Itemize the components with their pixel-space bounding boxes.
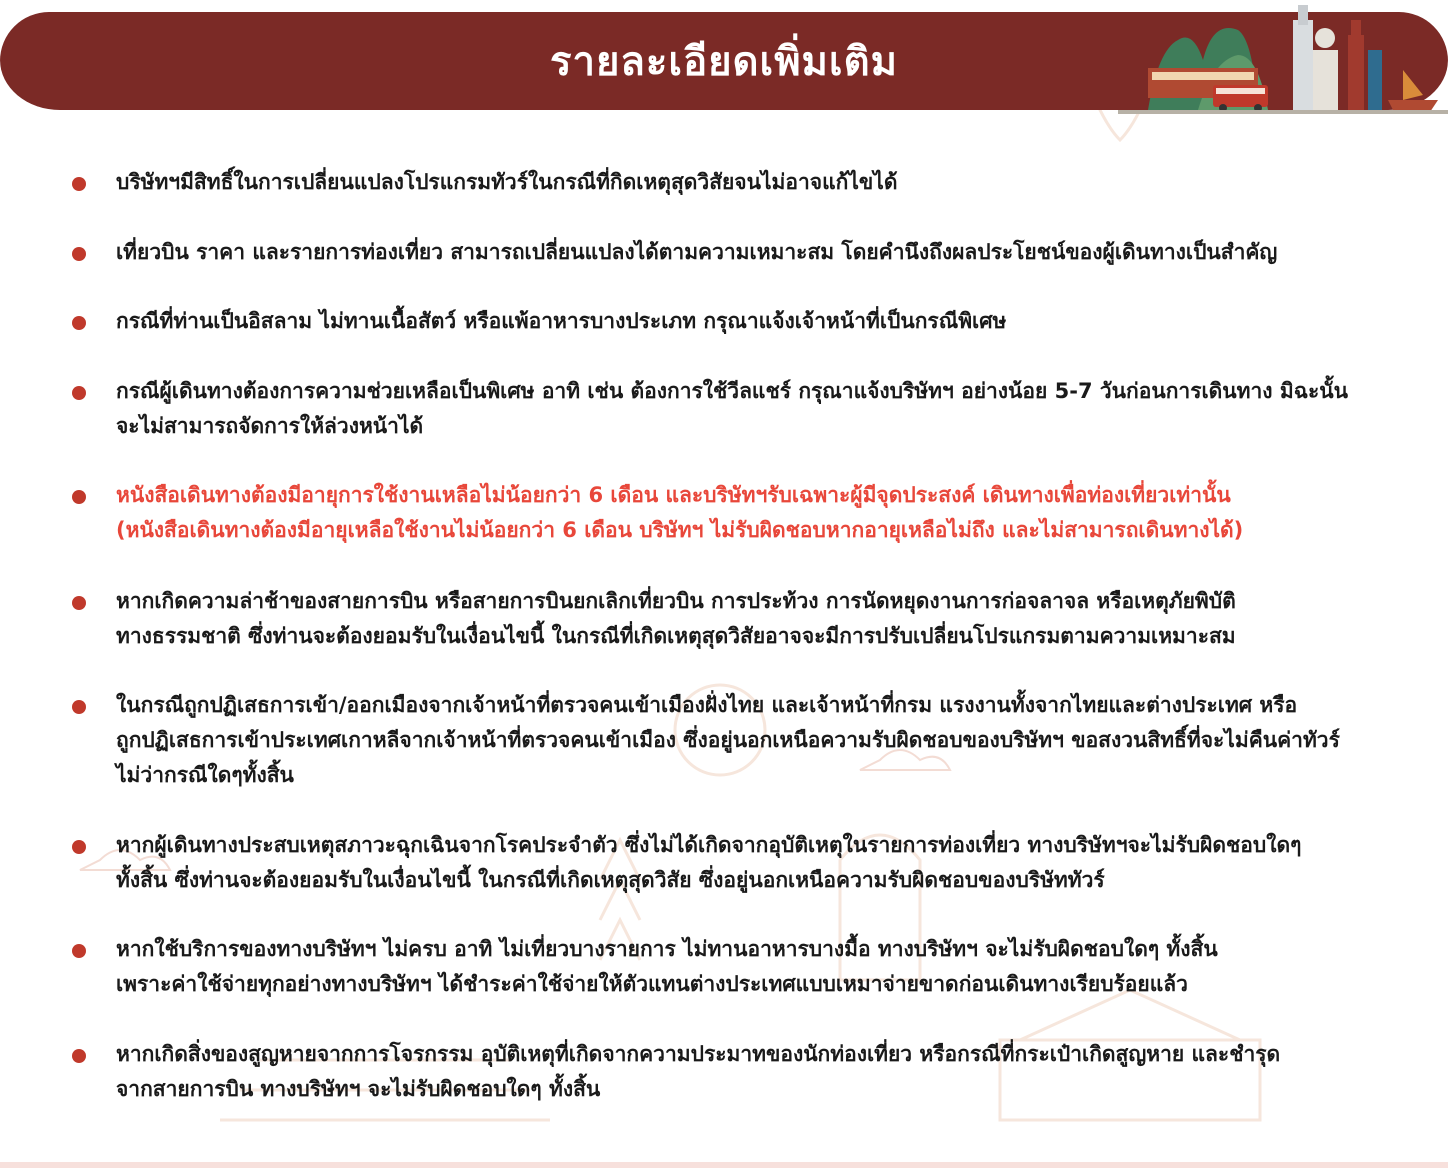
bullet-icon [72, 700, 86, 714]
bullet-icon [72, 177, 86, 191]
item-text: หากเกิดความล่าช้าของสายการบิน หรือสายการบินยกเลิกเที่ยวบิน การประท้วง การนัดหยุดงานการก่อจลาจล หรือเหตุภัยพิบัติ ทางธรรมชาติ ซึ่งท่านจะต้องยอมรับในเงื่อนไขนี้ ในกรณีที่เกิดเหตุสุดวิสัยอาจจะมีการปรับเปลี่ยนโปรแกรมตามความเหมาะสม [116, 589, 1236, 648]
item-text: หากใช้บริการของทางบริษัทฯ ไม่ครบ อาทิ ไม่เที่ยวบางรายการ ไม่ทานอาหารบางมื้อ ทางบริษัทฯ จะไม่รับผิดชอบใดๆ ทั้งสิ้น เพราะค่าใช้จ่ายทุกอย่างทางบริษัทฯ ได้ชำระค่าใช้จ่ายให้ตัวแทนต่างประเทศแบบเหมาจ่ายขาดก่อนเดินทางเรียบร้อยแล้ว [116, 937, 1218, 996]
page-title: รายละเอียดเพิ่มเติม [550, 39, 898, 85]
bullet-icon [72, 596, 86, 610]
bullet-icon [72, 840, 86, 854]
bullet-icon [72, 316, 86, 330]
item-text: หากผู้เดินทางประสบเหตุสภาวะฉุกเฉินจากโรคประจำตัว ซึ่งไม่ได้เกิดจากอุบัติเหตุในรายการท่องเที่ยว ทางบริษัทฯจะไม่รับผิดชอบใดๆ ทั้งสิ้น ซึ่งท่านจะต้องยอมรับในเงื่อนไขนี้ ในกรณีที่เกิดเหตุสุดวิสัย ซึ่งอยู่นอกเหนือความรับผิดชอบของบริษัททัวร์ [116, 833, 1302, 892]
item-text: ในกรณีถูกปฏิเสธการเข้า/ออกเมืองจากเจ้าหน้าที่ตรวจคนเข้าเมืองฝั่งไทย และเจ้าหน้าที่กรม แรงงานทั้งจากไทยและต่างประเทศ หรือ ถูกปฏิเสธการเข้าประเทศเกาหลีจากเจ้าหน้าที่ตรวจคนเข้าเมือง ซึ่งอยู่นอกเหนือความรับผิดชอบของบริษัทฯ ขอสงวนสิทธิ์ที่จะไม่คืนค่าทัวร์ ไม่ว่ากรณีใดๆทั้งสิ้น [116, 693, 1340, 787]
item-text: กรณีที่ท่านเป็นอิสลาม ไม่ทานเนื้อสัตว์ หรือแพ้อาหารบางประเภท กรุณาแจ้งเจ้าหน้าที่เป็นกรณีพิเศษ [116, 309, 1007, 333]
item-text: บริษัทฯมีสิทธิ์ในการเปลี่ยนแปลงโปรแกรมทัวร์ในกรณีที่กิดเหตุสุดวิสัยจนไม่อาจแก้ไขได้ [116, 170, 898, 194]
bullet-icon [72, 386, 86, 400]
item-text-highlighted: หนังสือเดินทางต้องมีอายุการใช้งานเหลือไม่น้อยกว่า 6 เดือน และบริษัทฯรับเฉพาะผู้มีจุดประสงค์ เดินทางเพื่อท่องเที่ยวเท่านั้น (หนังสือเดินทางต้องมีอายุเหลือใช้งานไม่น้อยกว่า 6 เดือน บริษัทฯ ไม่รับผิดชอบหากอายุเหลือไม่ถึง และไม่สามารถเดินทางได้) [116, 483, 1244, 542]
bullet-icon [72, 247, 86, 261]
bullet-icon [72, 1049, 86, 1063]
footer-divider [0, 1162, 1448, 1168]
item-text: หากเกิดสิ่งของสูญหายจากการโจรกรรม อุบัติเหตุที่เกิดจากความประมาทของนักท่องเที่ยว หรือกรณีที่กระเป๋าเกิดสูญหาย และชำรุด จากสายการบิน ทางบริษัทฯ จะไม่รับผิดชอบใดๆ ทั้งสิ้น [116, 1042, 1281, 1101]
item-text: เที่ยวบิน ราคา และรายการท่องเที่ยว สามารถเปลี่ยนแปลงได้ตามความเหมาะสม โดยคำนึงถึงผลประโยชน์ของผู้เดินทางเป็นสำคัญ [116, 240, 1278, 264]
item-text: กรณีผู้เดินทางต้องการความช่วยเหลือเป็นพิเศษ อาทิ เช่น ต้องการใช้วีลแชร์ กรุณาแจ้งบริษัทฯ อย่างน้อย 5-7 วันก่อนการเดินทาง มิฉะนั้น จะไม่สามารถจัดการให้ล่วงหน้าได้ [116, 379, 1348, 438]
bullet-icon [72, 944, 86, 958]
bullet-icon [72, 490, 86, 504]
